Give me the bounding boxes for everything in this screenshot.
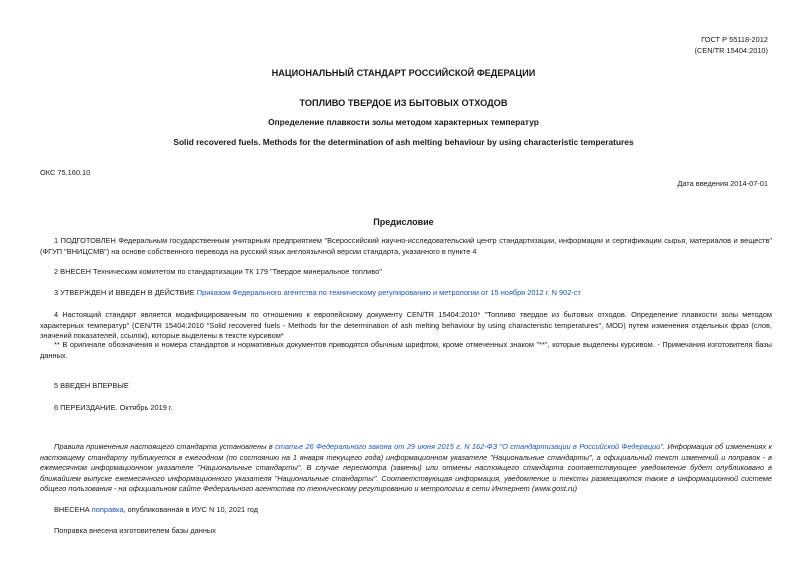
- preface-item-3-text: 3 УТВЕРЖДЕН И ВВЕДЕН В ДЕЙСТВИЕ: [54, 288, 197, 297]
- amendment-text-1: ВНЕСЕНА: [54, 505, 92, 514]
- application-rules: [40, 442, 772, 495]
- preface-item-4: 4 Настоящий стандарт является модифицированным по отношению к европейскому документу CEN/TR 15404:2010* "Топливо твердое из бытовых отходов. Определение плавкости золы методом характерных температур" (CEN/TR 15404:2010 "Solid recovered fuels - Methods for the determination of ash melting behaviour by using characteristic temperatures", MOD) путем изменения отдельных фраз (слов, значений показателей, ссылок), которые выделены в тексте курсивом*: [40, 310, 772, 341]
- amendment-text-2: , опубликованная в ИУС N 10, 2021 год: [123, 505, 259, 514]
- application-rules-text-2: . Информация об изменениях к настоящему стандарту публикуется в ежегодном (по состоянию на 1 января текущего года) информационном указателе "Национальные стандарты", а официальный текст изменений и поправок - в ежемесячном информационном указателе "Национальные стандарты". В случае пересмотра (замены) или отмены настоящего стандарта соответствующее уведомление будет опубликовано в ближайшем выпуске ежемесячного информационного указателя "Национальные стандарты". Соответствующая информация, уведомление и тексты размещаются также в информационной системе общего пользования - на официальном сайте Федерального агентства по техническому регулированию и метрологии в сети Интернет (www.gost.ru): [40, 442, 773, 494]
- preface-item-4-note: ** В оригинале обозначения и номера стандартов и нормативных документов приводятся обычным шрифтом, кроме отмеченных знаком "**", которые выделены курсивом. - Примечания изготовителя базы данных.: [40, 340, 772, 360]
- order-link[interactable]: Приказом Федерального агентства по техническому регулированию и метрологии от 15 ноября 2012 г. N 902-ст: [196, 288, 581, 297]
- oks-code: ОКС 75.160.10: [40, 168, 91, 177]
- preface-item-3: [40, 288, 772, 299]
- standard-alt-code: (CEN/TR 15404:2010): [694, 46, 768, 55]
- preface-item-6: 6 ПЕРЕИЗДАНИЕ. Октябрь 2019 г.: [54, 403, 173, 412]
- document-subtitle-ru: Определение плавкости золы методом характерных температур: [268, 117, 539, 127]
- amendment-line: [40, 505, 772, 516]
- standard-code: ГОСТ Р 55118-2012: [701, 35, 768, 44]
- preface-item-2: 2 ВНЕСЕН Техническим комитетом по стандартизации ТК 179 "Твердое минеральное топливо": [54, 267, 382, 276]
- amendment-link[interactable]: поправка: [91, 505, 124, 514]
- document-title: ТОПЛИВО ТВЕРДОЕ ИЗ БЫТОВЫХ ОТХОДОВ: [299, 98, 508, 108]
- preface-item-5: 5 ВВЕДЕН ВПЕРВЫЕ: [54, 381, 129, 390]
- preface-item-1: 1 ПОДГОТОВЛЕН Федеральным государственным унитарным предприятием "Всероссийский научно-исследовательский центр стандартизации, информации и сертификации сырья, материалов и веществ" (ФГУП "ВНИЦСМВ") на основе собственного перевода на русский язык англоязычной версии стандарта, указанного в пункте 4: [40, 236, 772, 256]
- application-rules-text-1: Правила применения настоящего стандарта установлены в: [54, 442, 276, 451]
- introduction-date: Дата введения 2014-07-01: [677, 179, 768, 188]
- preface-heading: Предисловие: [373, 217, 434, 227]
- national-standard-title: НАЦИОНАЛЬНЫЙ СТАНДАРТ РОССИЙСКОЙ ФЕДЕРАЦИИ: [271, 68, 536, 78]
- document-subtitle-en: Solid recovered fuels. Methods for the determination of ash melting behaviour by using characteristic temperatures: [173, 137, 634, 147]
- federal-law-link[interactable]: статье 26 Федерального закона от 29 июня 2015 г. N 162-ФЗ "О стандартизации в Российской Федерации": [275, 442, 663, 451]
- amendment-note: Поправка внесена изготовителем базы данных: [54, 526, 216, 535]
